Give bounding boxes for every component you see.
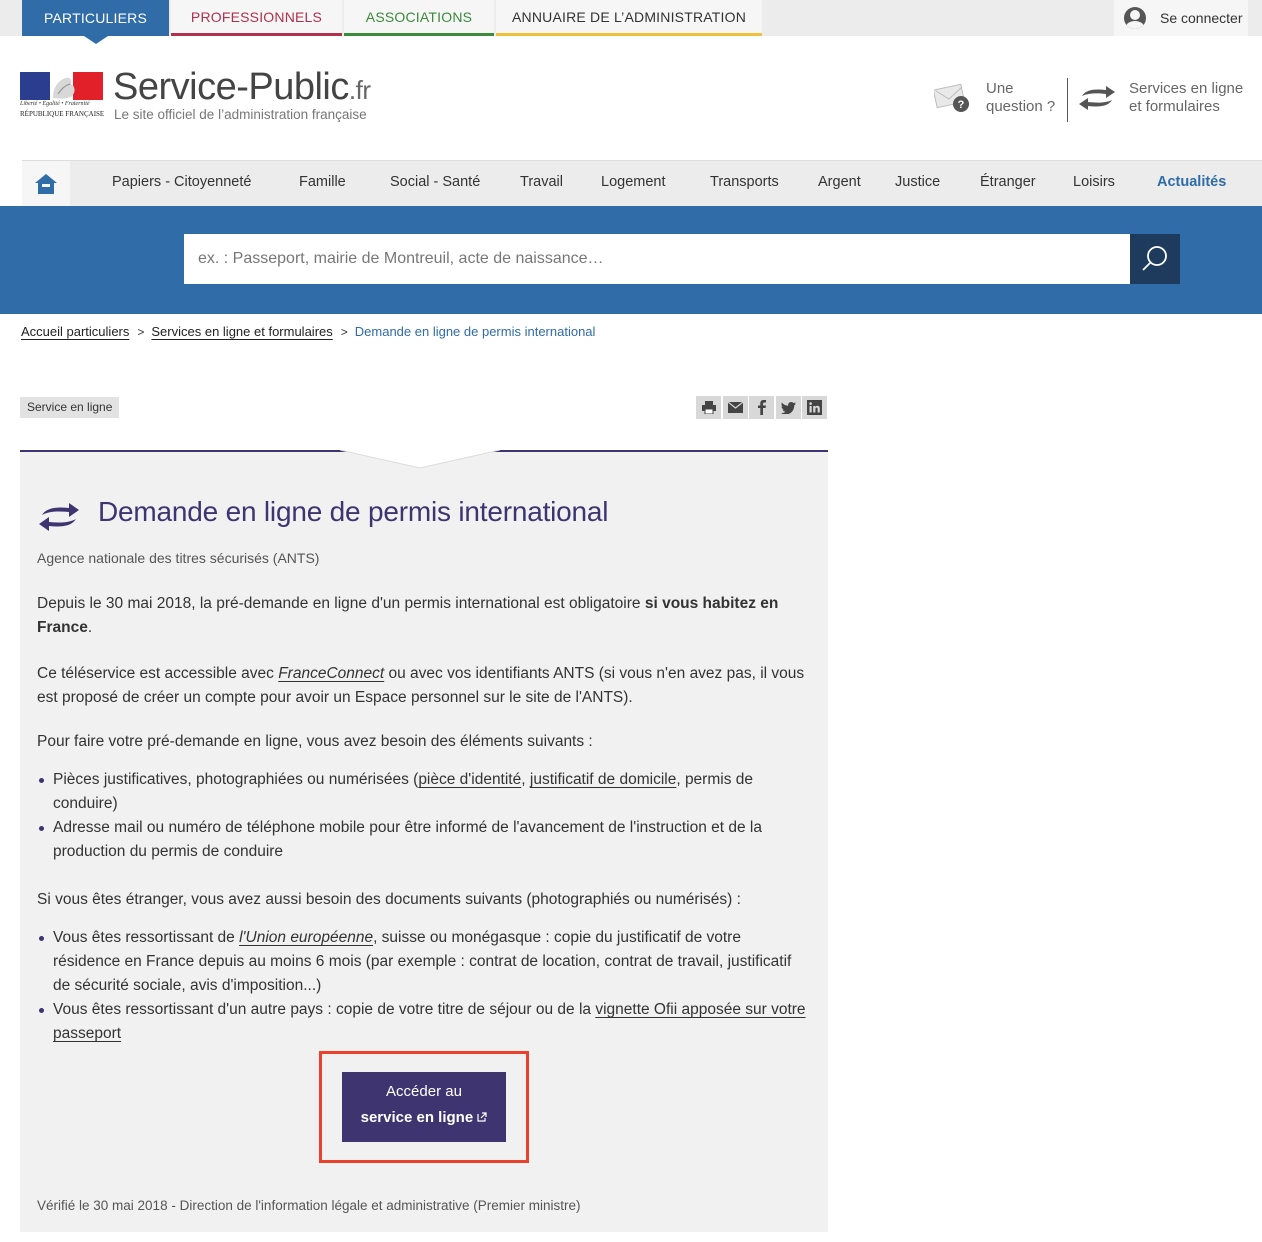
p2-text-end: ou avec vos identifiants ANTS (si vous n'en avez pas, il vous est proposé de créer un compte pour avoir un Espace personnel sur le site de l'ANTS). xyxy=(37,665,805,706)
login-label: Se connecter xyxy=(1160,10,1243,26)
b1-text-end: , permis de conduire) xyxy=(53,771,753,812)
search-input[interactable] xyxy=(184,234,1130,284)
linkedin-icon[interactable] xyxy=(802,396,827,419)
justificatif-domicile-link[interactable]: justificatif de domicile xyxy=(529,771,677,788)
tab-particuliers[interactable]: PARTICULIERS xyxy=(22,0,169,36)
cta-line2: service en ligne xyxy=(360,1109,474,1126)
agency-name: Agence nationale des titres sécurisés (ANTS) xyxy=(37,550,320,566)
requirements-intro: Pour faire votre pré-demande en ligne, vous avez besoin des éléments suivants : xyxy=(37,733,593,750)
twitter-icon[interactable] xyxy=(776,396,801,419)
question-text xyxy=(986,80,1055,116)
tab-annuaire[interactable]: ANNUAIRE DE L’ADMINISTRATION xyxy=(496,0,762,36)
site-tagline: Le site officiel de l’administration française xyxy=(114,107,367,122)
breadcrumb-current: Demande en ligne de permis international xyxy=(354,324,596,339)
list-item xyxy=(37,998,807,1046)
services-line2: et formulaires xyxy=(1129,98,1220,115)
breadcrumb xyxy=(21,324,595,339)
foreigner-list xyxy=(37,926,807,1046)
piece-identite-link[interactable]: pièce d'identité xyxy=(418,771,522,788)
union-europeenne-link[interactable]: l'Union européenne xyxy=(239,929,374,946)
p1-end: . xyxy=(87,619,93,636)
b3-text: Vous êtes ressortissant de xyxy=(53,929,240,946)
login-button[interactable] xyxy=(1114,0,1248,36)
site-name-tld: .fr xyxy=(348,75,371,105)
home-button[interactable] xyxy=(22,161,70,207)
nav-actualites[interactable]: Actualités xyxy=(1157,174,1227,190)
list-item xyxy=(37,926,807,998)
services-link[interactable] xyxy=(1078,78,1258,118)
site-name[interactable] xyxy=(113,66,370,109)
foreigner-intro: Si vous êtes étranger, vous avez aussi besoin des documents suivants (photographiés ou numérisés) : xyxy=(37,891,741,908)
requirements-list xyxy=(37,768,807,864)
tab-professionnels[interactable]: PROFESSIONNELS xyxy=(171,0,342,36)
breadcrumb-separator: > xyxy=(137,324,145,339)
nav-social-sante[interactable]: Social - Santé xyxy=(390,174,481,190)
breadcrumb-parent[interactable]: Services en ligne et formulaires xyxy=(151,324,333,339)
logo-republic: RÉPUBLIQUE FRANÇAISE xyxy=(20,110,105,118)
svg-text:?: ? xyxy=(957,99,965,111)
nav-transports[interactable]: Transports xyxy=(710,174,779,190)
nav-justice[interactable]: Justice xyxy=(895,174,941,190)
b3-text-end: , suisse ou monégasque : copie du justificatif de votre résidence en France depuis au moins 6 mois (par exemple : contrat de location, contrat de travail, justificatif de sécurité sociale, avis d'imposition...) xyxy=(53,929,792,994)
header-divider xyxy=(1067,78,1068,122)
access-service-button[interactable] xyxy=(342,1072,506,1142)
verification-note: Vérifié le 30 mai 2018 - Direction de l'information légale et administrative (Premier ministre) xyxy=(37,1198,581,1213)
mail-icon[interactable] xyxy=(723,396,748,419)
list-item xyxy=(37,768,807,816)
external-link-icon xyxy=(477,1112,487,1122)
p1-emphasis: si vous habitez en France xyxy=(37,595,779,636)
tab-associations[interactable]: ASSOCIATIONS xyxy=(344,0,494,36)
question-link[interactable] xyxy=(934,78,1064,118)
intro-paragraph xyxy=(37,592,807,640)
main-nav xyxy=(22,160,1262,206)
home-icon xyxy=(34,173,58,195)
search-button[interactable] xyxy=(1130,234,1180,284)
p1-text: Depuis le 30 mai 2018, la pré-demande en ligne d'un permis international est obligatoire xyxy=(37,595,645,612)
nav-travail[interactable]: Travail xyxy=(520,174,563,190)
marianne-logo[interactable] xyxy=(20,72,103,100)
b1-sep: , xyxy=(521,771,530,788)
franceconnect-paragraph xyxy=(37,662,807,710)
nav-argent[interactable]: Argent xyxy=(818,174,861,190)
audience-bar xyxy=(0,0,1262,36)
breadcrumb-home[interactable]: Accueil particuliers xyxy=(21,324,130,339)
breadcrumb-separator: > xyxy=(340,324,348,339)
nav-famille[interactable]: Famille xyxy=(299,174,346,190)
services-line1: Services en ligne xyxy=(1129,80,1244,97)
nav-logement[interactable]: Logement xyxy=(601,174,666,190)
nav-loisirs[interactable]: Loisirs xyxy=(1073,174,1115,190)
user-icon xyxy=(1124,7,1146,29)
card-notch xyxy=(340,450,500,470)
cta-line2-wrap xyxy=(342,1105,506,1131)
nav-papiers[interactable]: Papiers - Citoyenneté xyxy=(112,174,252,190)
print-icon[interactable] xyxy=(696,396,721,419)
logo-motto: Liberté • Égalité • Fraternité xyxy=(20,101,90,107)
category-tag: Service en ligne xyxy=(20,397,119,418)
question-line1: Une xyxy=(986,80,1014,97)
envelope-question-icon xyxy=(934,83,970,113)
exchange-arrows-icon xyxy=(38,500,80,534)
exchange-arrows-icon xyxy=(1078,83,1116,113)
b1-text: Pièces justificatives, photographiées ou numérisées ( xyxy=(53,771,419,788)
services-text xyxy=(1129,80,1243,116)
nav-etranger[interactable]: Étranger xyxy=(980,174,1036,190)
site-name-main: Service-Public xyxy=(113,66,349,108)
page-title: Demande en ligne de permis international xyxy=(98,496,609,527)
search-icon xyxy=(1140,244,1170,274)
franceconnect-link[interactable]: FranceConnect xyxy=(278,665,385,682)
question-line2: question ? xyxy=(986,98,1056,115)
list-item: Adresse mail ou numéro de téléphone mobile pour être informé de l'avancement de l'instruction et de la production du permis de conduire xyxy=(37,816,807,864)
cta-line1: Accéder au xyxy=(386,1083,462,1100)
facebook-icon[interactable] xyxy=(749,396,774,419)
b4-text: Vous êtes ressortissant d'un autre pays : copie de votre titre de séjour ou de la xyxy=(53,1001,596,1018)
search-band xyxy=(0,206,1262,314)
service-card xyxy=(20,450,828,1232)
p2-text: Ce téléservice est accessible avec xyxy=(37,665,279,682)
vignette-ofii-link[interactable]: vignette Ofii apposée sur votre passeport xyxy=(53,1001,806,1042)
